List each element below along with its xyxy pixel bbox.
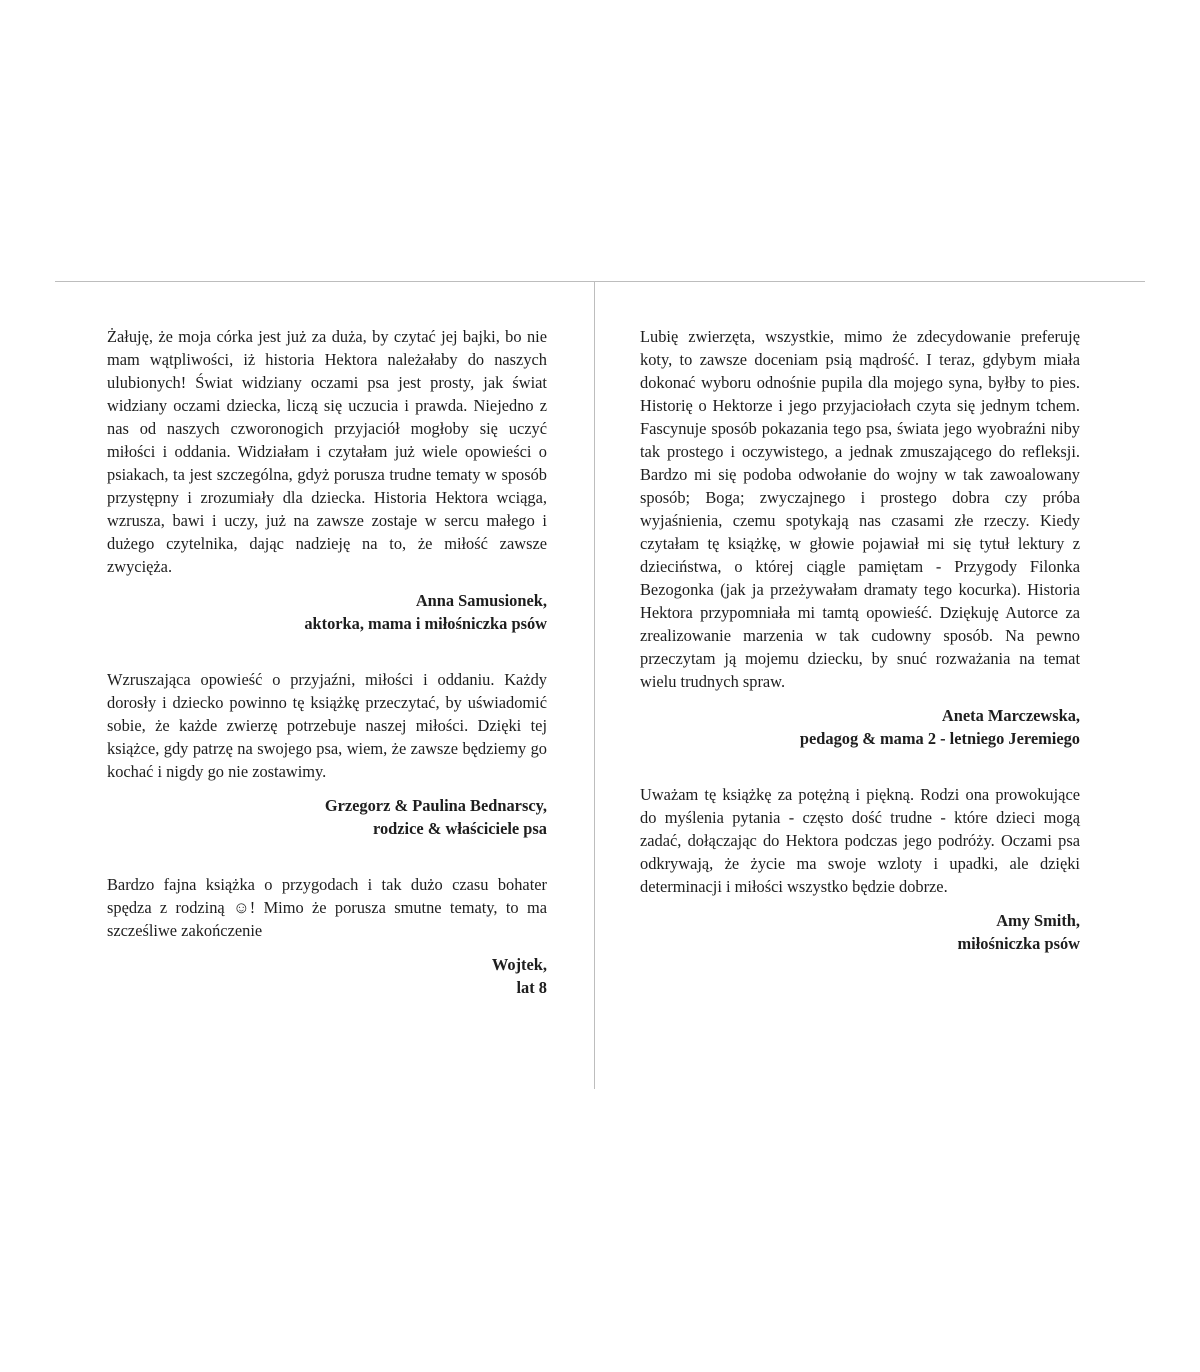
review	[640, 325, 1080, 750]
review	[107, 325, 547, 635]
review-text: Lubię zwierzęta, wszystkie, mimo że zdecydowanie preferuję koty, to zawsze doceniam psią mądrość. I teraz, gdybym miała dokonać wyboru odnośnie pupila dla mojego syna, byłby to pies. Historię o Hektorze i jego przyjaciołach czyta się jednym tchem. Fascynuje sposób pokazania tego psa, świata jego wyobraźni niby tak prostego i oczywistego, a jednak zmuszającego do refleksji. Bardzo mi się podoba odwołanie do wojny w tak zawoalowany sposób; Boga; zwyczajnego i prostego dobra czy próba wyjaśnienia, czemu spotykają nas czasami złe rzeczy. Kiedy czytałam tę książkę, w głowie pojawiał mi się tytuł lektury z dzieciństwa, o której ciągle pamiętam - Przygody Filonka Bezogonka (jak ja przeżywałam dramaty tego kocurka). Historia Hektora przypomniała mi tamtą opowieść. Dziękuję Autorce za zrealizowanie marzenia w tak cudowny sposób. Na pewno przeczytam ją mojemu dziecku, by snuć rozważania na temat wielu trudnych spraw.	[640, 327, 1080, 691]
review-author-role: rodzice & właściciele psa	[372, 819, 547, 838]
review-signature	[107, 794, 547, 840]
review-author: Wojtek,	[491, 955, 547, 974]
review-text: Uważam tę książkę za potężną i piękną. Rodzi ona prowokujące do myślenia pytania - często dość trudne - które dzieci mogą zadać, dołączając do Hektora podczas jego podróży. Oczami psa odkrywają, że życie ma swoje wzloty i upadki, ale dzięki determinacji i miłości wszystko będzie dobrze.	[640, 785, 1080, 896]
review	[107, 668, 547, 840]
review-text: Bardzo fajna książka o przygodach i tak dużo czasu bohater spędza z rodziną ☺! Mimo że porusza smutne tematy, to ma szcześliwe zakończenie	[107, 875, 547, 940]
review-signature	[640, 704, 1080, 750]
review	[640, 783, 1080, 955]
review-author: Aneta Marczewska,	[941, 706, 1080, 725]
right-column	[640, 325, 1080, 955]
review-signature	[640, 909, 1080, 955]
review-author-role: aktorka, mama i miłośniczka psów	[304, 614, 547, 633]
review-author-role: lat 8	[516, 978, 547, 997]
review-text: Wzruszająca opowieść o przyjaźni, miłości i oddaniu. Każdy dorosły i dziecko powinno tę książkę przeczytać, by uświadomić sobie, że każde zwierzę potrzebuje naszej miłości. Dzięki tej książce, gdy patrzę na swojego psa, wiem, że zawsze będziemy go kochać i nigdy go nie zostawimy.	[107, 670, 547, 781]
top-divider	[55, 281, 1145, 282]
review-author-role: pedagog & mama 2 - letniego Jeremiego	[799, 729, 1080, 748]
review-author-role: miłośniczka psów	[957, 934, 1080, 953]
review-author: Amy Smith,	[996, 911, 1080, 930]
review-author: Anna Samusionek,	[415, 591, 547, 610]
review-author: Grzegorz & Paulina Bednarscy,	[324, 796, 547, 815]
left-column	[107, 325, 547, 999]
review-text: Żałuję, że moja córka jest już za duża, by czytać jej bajki, bo nie mam wątpliwości, iż historia Hektora należałaby do naszych ulubionych! Świat widziany oczami psa jest prosty, jak świat widziany oczami dziecka, liczą się uczucia i prawda. Niejedno z nas od naszych czworonogich przyjaciół mogłoby się uczyć miłości i oddania. Widziałam i czytałam już wiele opowieści o psiakach, ta jest szczególna, gdyż porusza trudne tematy w sposób przystępny i zrozumiały dla dziecka. Historia Hektora wciąga, wzrusza, bawi i uczy, już na zawsze zostaje w sercu małego i dużego czytelnika, dając nadzieję na to, że miłość zawsze zwycięża.	[107, 327, 547, 576]
review-signature	[107, 589, 547, 635]
review-signature	[107, 953, 547, 999]
review	[107, 873, 547, 999]
column-divider	[594, 282, 595, 1089]
